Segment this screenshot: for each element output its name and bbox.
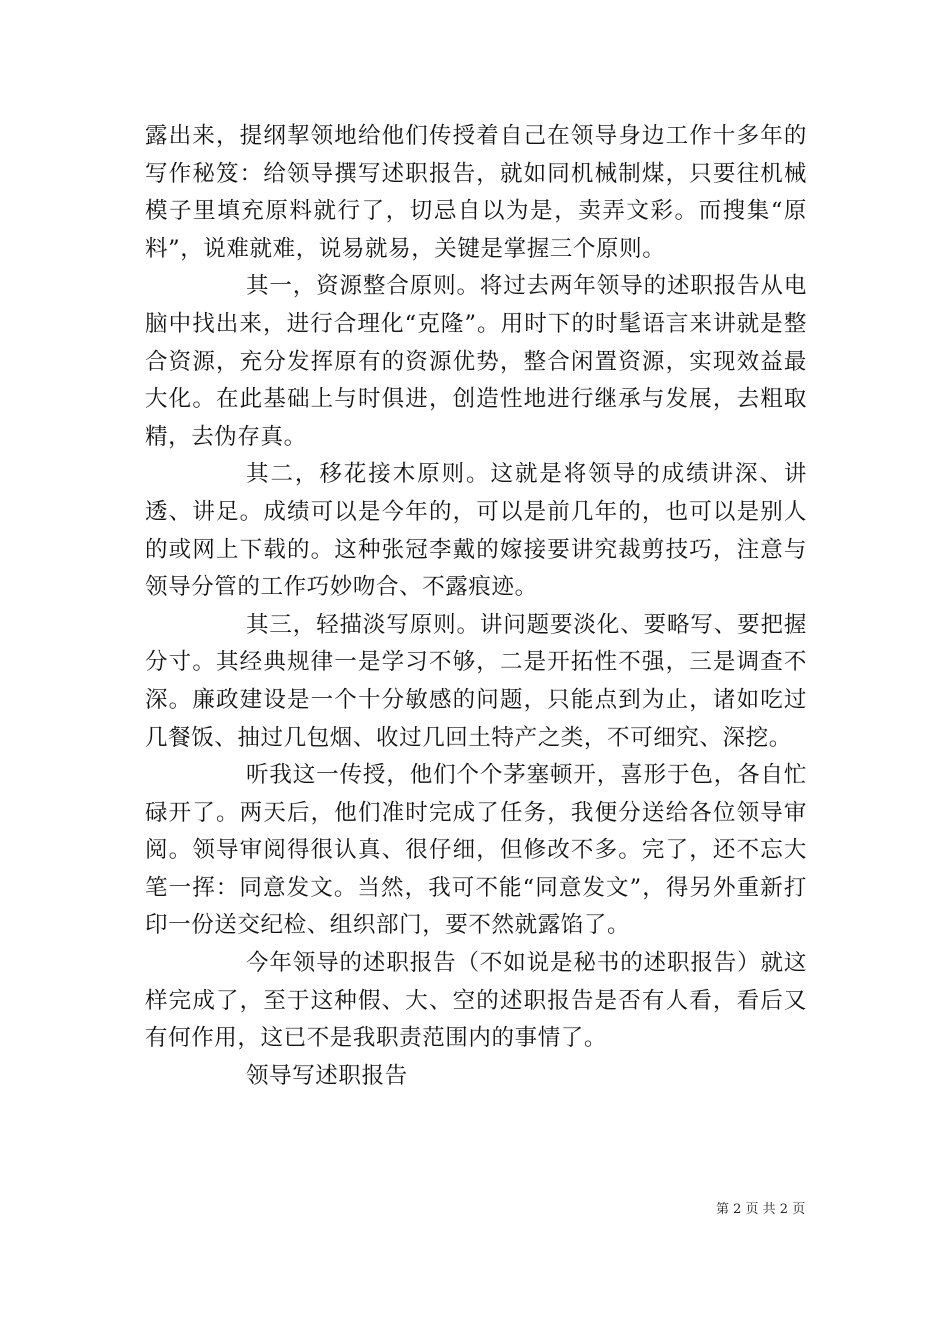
paragraph-aftermath: 听我这一传授，他们个个茅塞顿开，喜形于色，各自忙碌开了。两天后，他们准时完成了任务，我便分送给各位领导审阅。领导审阅得很认真、很仔细，但修改不多。完了，还不忘大笔一挥：同意发文。当然，我可不能“同意发文”，得另外重新打印一份送交纪检、组织部门，要不然就露馅了。 [145,762,807,939]
paragraph-principle-one: 其一，资源整合原则。将过去两年领导的述职报告从电脑中找出来，进行合理化“克隆”。用时下的时髦语言来讲就是整合资源，充分发挥原有的资源优势，整合闲置资源，实现效益最大化。在此基础上与时俱进，创造性地进行继承与发展，去粗取精，去伪存真。 [145,273,807,450]
paragraph-principle-two: 其二，移花接木原则。这就是将领导的成绩讲深、讲透、讲足。成绩可以是今年的，可以是前几年的，也可以是别人的或网上下载的。这种张冠李戴的嫁接要讲究裁剪技巧，注意与领导分管的工作巧妙吻合、不露痕迹。 [145,461,807,601]
paragraph-continued: 露出来，提纲挈领地给他们传授着自己在领导身边工作十多年的写作秘笈：给领导撰写述职报告，就如同机械制煤，只要往机械模子里填充原料就行了，切忌自以为是，卖弄文彩。而搜集“原料”，说难就难，说易就易，关键是掌握三个原则。 [145,123,807,262]
paragraph-principle-three: 其三，轻描淡写原则。讲问题要淡化、要略写、要把握分寸。其经典规律一是学习不够，二是开拓性不强，三是调查不深。廉政建设是一个十分敏感的问题，只能点到为止，诸如吃过几餐饭、抽过几包烟、收过几回土特产之类，不可细究、深挖。 [145,611,807,751]
paragraph-conclusion: 今年领导的述职报告（不如说是秘书的述职报告）就这样完成了，至于这种假、大、空的述职报告是否有人看，看后又有何作用，这已不是我职责范围内的事情了。 [145,950,807,1052]
document-body [145,118,807,1095]
document-title-line: 领导写述职报告 [246,1062,408,1089]
page-number-footer: 第 2 页 共 2 页 [716,1202,806,1217]
